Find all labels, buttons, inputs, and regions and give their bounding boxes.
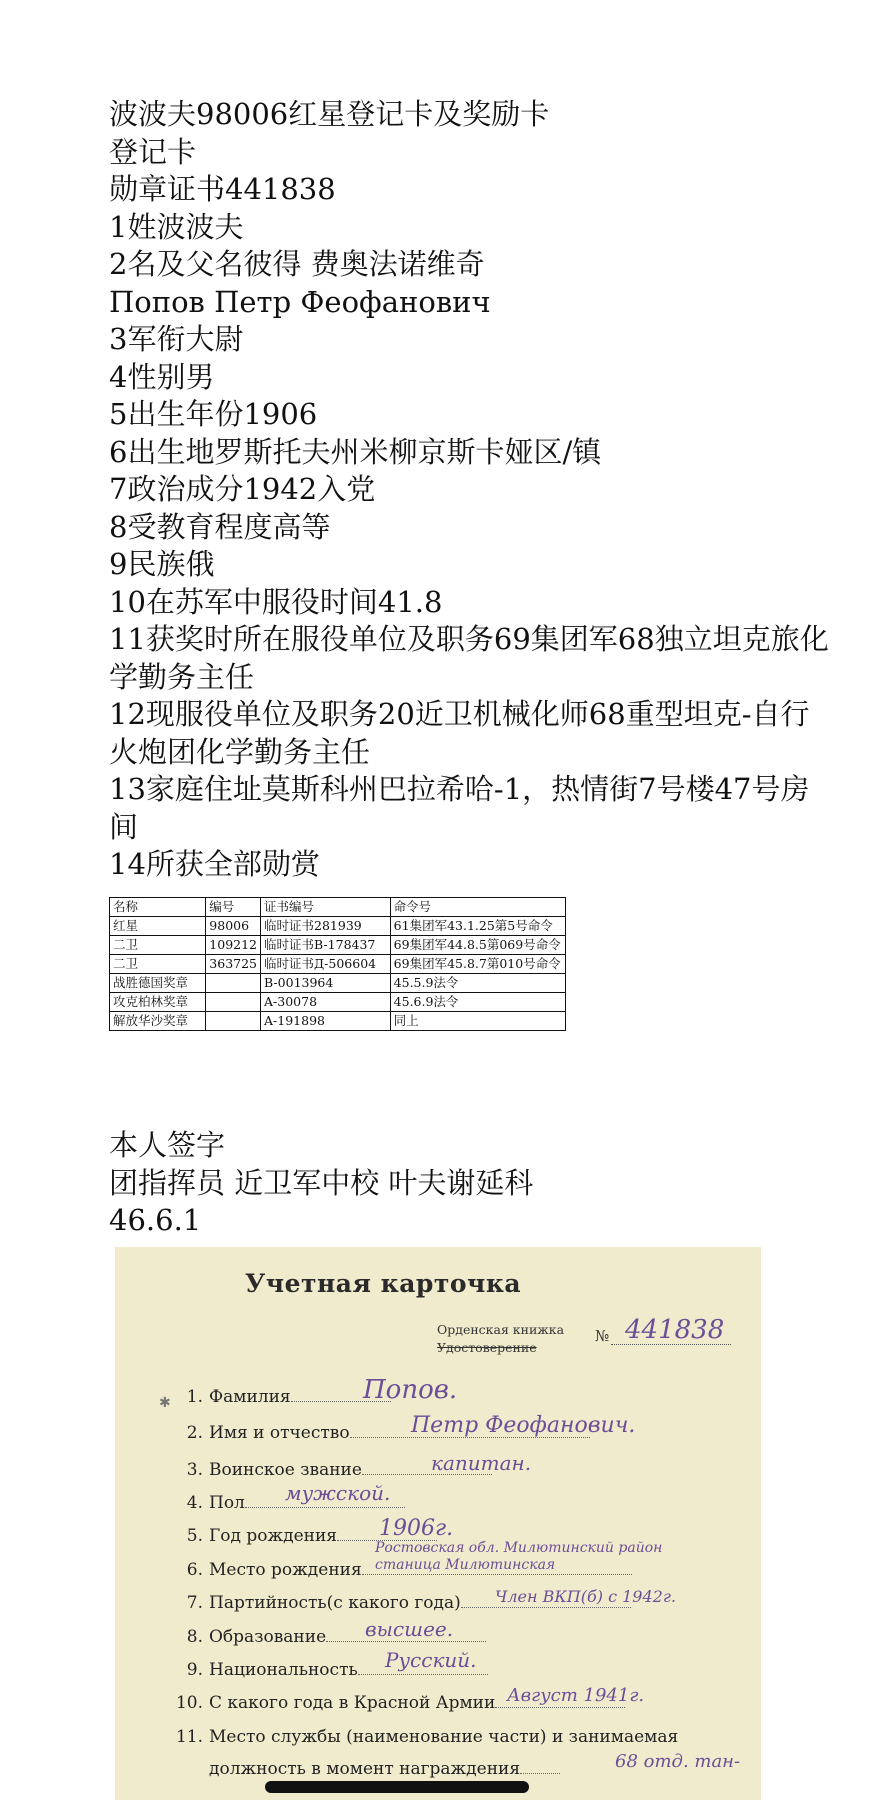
field-nationality: 9民族俄: [109, 547, 215, 581]
table-cell: 临时证书B-178437: [261, 936, 391, 955]
handwritten-value: Август 1941г.: [507, 1685, 645, 1706]
transcription-notes: [109, 96, 829, 884]
table-cell: 临时证书281939: [261, 917, 391, 936]
handwritten-value: 1906г.: [379, 1516, 454, 1541]
field-all-awards: 14所获全部勋赏: [109, 847, 320, 881]
row-label: Пол: [209, 1493, 245, 1513]
row-number: 8.: [186, 1627, 203, 1647]
table-cell: 45.6.9法令: [390, 993, 565, 1012]
row-label: Фамилия: [209, 1387, 291, 1407]
handwritten-value: Член ВКП(б) с 1942г.: [495, 1587, 677, 1606]
table-cell: A-30078: [261, 993, 391, 1012]
handwritten-value: Ростовская обл. Милютинский район станица Милютинская: [375, 1540, 663, 1573]
document-title: 波波夫98006红星登记卡及奖励卡: [109, 97, 550, 131]
row-label: С какого года в Красной Армии: [209, 1693, 496, 1713]
home-indicator[interactable]: [265, 1781, 529, 1793]
scan-row: [175, 1413, 636, 1453]
field-name-patronymic: 2名及父名彼得 费奥法诺维奇: [109, 247, 485, 281]
scan-row: [175, 1540, 663, 1590]
scan-row: [175, 1648, 488, 1690]
row-number: 1.: [186, 1387, 203, 1407]
table-cell: 临时证书Д-506604: [261, 955, 391, 974]
scan-title: Учетная карточка: [245, 1269, 522, 1298]
field-birthplace: 6出生地罗斯托夫州米柳京斯卡娅区/镇: [109, 434, 602, 469]
table-row: [110, 974, 566, 993]
table-cell: [206, 993, 261, 1012]
field-surname: 1姓波波夫: [109, 209, 244, 244]
table-cell: 363725: [206, 955, 261, 974]
table-cell: 战胜德国奖章: [110, 974, 206, 993]
row-number: 4.: [186, 1493, 203, 1513]
signature-label: 本人签字: [109, 1128, 226, 1162]
row-number: 10.: [175, 1693, 203, 1713]
table-cell: 98006: [206, 917, 261, 936]
table-header-cell: 名称: [110, 898, 206, 917]
row-label: Имя и отчество: [209, 1423, 350, 1443]
table-row: [110, 936, 566, 955]
row-number: 2.: [186, 1423, 203, 1443]
book-label-certificate: Удостоверение: [437, 1340, 537, 1355]
table-cell: 69集团军44.8.5第069号命令: [390, 936, 565, 955]
scan-row: [175, 1685, 645, 1723]
table-cell: B-0013964: [261, 974, 391, 993]
table-cell: 攻克柏林奖章: [110, 993, 206, 1012]
row-number: 9.: [186, 1660, 203, 1680]
table-cell: 红星: [110, 917, 206, 936]
table-row: [110, 917, 566, 936]
card-type: 登记卡: [109, 134, 197, 169]
table-header-cell: 编号: [206, 898, 261, 917]
row-label: Воинское звание: [209, 1460, 362, 1480]
dotted-line: [520, 1760, 560, 1774]
table-cell: 45.5.9法令: [390, 974, 565, 993]
signature-block: [109, 1127, 533, 1240]
number-sign: №: [595, 1327, 610, 1345]
row-number: 3.: [186, 1460, 203, 1480]
handwritten-value: капитан.: [431, 1451, 532, 1475]
table-cell: 69集团军45.8.7第010号命令: [390, 955, 565, 974]
row-label: Образование: [209, 1627, 327, 1647]
table-row: [110, 993, 566, 1012]
table-header-cell: 命令号: [390, 898, 565, 917]
scanned-card-image: [115, 1247, 761, 1800]
field-unit-at-award: 11获奖时所在服役单位及职务69集团军68独立坦克旅化学勤务主任: [109, 622, 829, 694]
row-label: Год рождения: [209, 1526, 338, 1546]
handwritten-value: Русский.: [385, 1648, 477, 1672]
handwritten-value: мужской.: [285, 1481, 391, 1505]
row-number: 11.: [175, 1727, 203, 1747]
field-education: 8受教育程度高等: [109, 509, 331, 544]
field-sex: 4性别男: [109, 359, 215, 394]
row-label: Партийность(с какого года): [209, 1593, 461, 1613]
order-book-number: 勋章证书441838: [109, 172, 336, 206]
table-header-cell: 证书编号: [261, 898, 391, 917]
field-home-address: 13家庭住址莫斯科州巴拉希哈-1，热情街7号楼47号房间: [109, 772, 810, 844]
ink-blot-icon: ✱: [159, 1395, 171, 1411]
book-label-order: Орденская книжка: [437, 1322, 565, 1337]
field-russian-name: Попов Петр Феофанович: [109, 284, 491, 319]
table-cell: 二卫: [110, 936, 206, 955]
table-cell: 解放华沙奖章: [110, 1012, 206, 1031]
table-cell: A-191898: [261, 1012, 391, 1031]
handwritten-number: 441838: [625, 1315, 725, 1345]
table-cell: 二卫: [110, 955, 206, 974]
handwritten-value: Попов.: [363, 1375, 458, 1405]
scan-row: [175, 1727, 678, 1757]
table-header-row: [110, 898, 566, 917]
row-number: 6.: [186, 1560, 203, 1580]
table-cell: [206, 974, 261, 993]
row-label: Место службы (наименование части) и занимаемая: [209, 1727, 679, 1747]
awards-table: [109, 897, 566, 1031]
table-cell: 109212: [206, 936, 261, 955]
table-cell: 同上: [390, 1012, 565, 1031]
table-row: [110, 1012, 566, 1031]
field-rank: 3军衔大尉: [109, 322, 244, 356]
scan-row: [175, 1375, 458, 1417]
book-label: [437, 1321, 564, 1357]
field-birth-year: 5出生年份1906: [109, 397, 318, 431]
field-current-unit: 12现服役单位及职务20近卫机械化师68重型坦克-自行火炮团化学勤务主任: [109, 697, 810, 769]
commander-line: 团指挥员 近卫军中校 叶夫谢延科: [109, 1165, 534, 1200]
field-service-start: 10在苏军中服役时间41.8: [109, 584, 443, 619]
table-row: [110, 955, 566, 974]
table-cell: [206, 1012, 261, 1031]
handwritten-value: Петр Феофанович.: [411, 1413, 636, 1438]
handwritten-value: высшее.: [365, 1617, 454, 1641]
row-label: Национальность: [209, 1660, 358, 1680]
handwritten-value: 68 отд. тан-: [615, 1751, 741, 1772]
table-cell: 61集团军43.1.25第5号命令: [390, 917, 565, 936]
field-party: 7政治成分1942入党: [109, 472, 376, 506]
card-date: 46.6.1: [109, 1203, 202, 1237]
scan-row: [175, 1481, 405, 1523]
row-number: 7.: [186, 1593, 203, 1613]
row-label: должность в момент награждения: [209, 1759, 521, 1779]
row-label: Место рождения: [209, 1560, 362, 1580]
row-number: 5.: [186, 1526, 203, 1546]
